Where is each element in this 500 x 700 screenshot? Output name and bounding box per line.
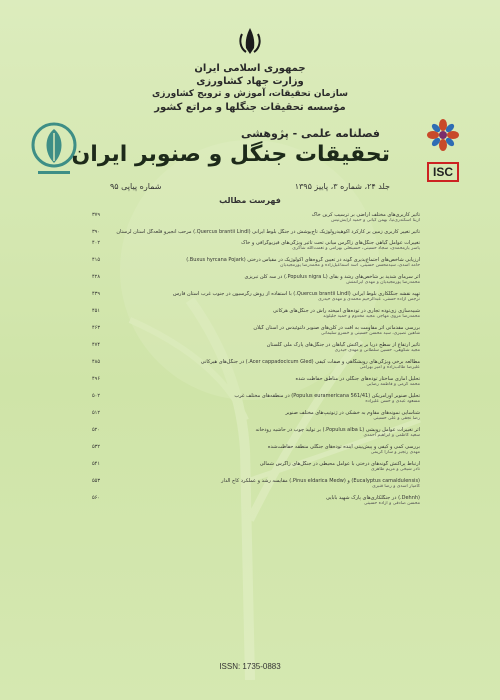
toc-authors: علیرضا طالب‌زاده و امیر بهرامی [359, 365, 420, 370]
toc-item [92, 444, 420, 456]
toc-item [92, 274, 420, 286]
toc-title: شبیه‌سازی زی‌توده تجاری در توده‌های آمیخته راش در جنگل‌های هرکانی [272, 308, 420, 314]
toc-page: ۳۹۰ [92, 229, 101, 235]
header-line-3: سازمان تحقیقات، آموزش و ترویج کشاورزی [152, 89, 348, 99]
toc-page: ۵۴۱ [92, 461, 101, 467]
toc-authors: نادر شیخی و مریم طاهری [371, 467, 420, 472]
toc-title: شناسایی نمونه‌های مقاوم به خشکی در ژنوتیپ‌های مختلف صنوبر [285, 410, 420, 416]
toc-page: ۴۶۳ [92, 325, 101, 331]
toc-page: ۳۷۹ [92, 212, 101, 218]
isc-badge: ISC [427, 162, 459, 182]
toc-item [92, 257, 420, 269]
toc-authors: محمدرضا مروی مهاجر، مجید مخدوم و حمید جلیلوند [323, 314, 420, 319]
toc-title: (Dehnh.) در جنگلکاری‌های پارک شهید بابایی [325, 495, 420, 501]
toc-title-row [92, 229, 420, 235]
toc-authors: مسعود عبدی و حسن علیزاده [365, 399, 420, 404]
toc-page: ۵۱۲ [92, 410, 101, 416]
toc-title: مطالعه برخی ویژگی‌های رویشگاهی و صفات کیفی (Acer cappadocicum Gled.) در جنگل‌های هیرکانی [200, 359, 420, 365]
toc-authors: محمدرضا پورمجیدیان و مهدی ایرانمنش [346, 280, 420, 285]
journal-type: فصلنامه علمی - پژوهشی [241, 127, 380, 140]
toc-title: تحلیل آماری ساختار توده‌های جنگلی در مناطق حفاظت شده [295, 376, 420, 382]
toc-item [92, 212, 420, 224]
toc-title: ارزیابی شاخص‌های اجتماع‌پذیری گونه در تعیین گروه‌های اکولوژیک در مقیاس درختی (Buxus hyrcana Pojark.) [186, 257, 420, 263]
toc-page: ۵۶۰ [92, 495, 101, 501]
issue-line [110, 182, 390, 191]
toc-page: ۴۳۹ [92, 291, 101, 297]
toc-authors: مجید شکوهی، حسین سلطانی و مهدی حیدری [334, 348, 420, 353]
toc-heading: فهرست مطالب [219, 196, 281, 205]
toc-item [92, 427, 420, 439]
toc-page: ۵۰۲ [92, 393, 101, 399]
toc-authors: آزیتا اسکندری‌نیا، بهمن کیانی و حمید آرایش‌نیس [331, 218, 420, 223]
toc-title: تغییرات عوامل گیاهی جنگل‌های زاگرس میانی تحت تأثیر ویژگی‌های فیزیوگرافی و خاک [241, 240, 420, 246]
toc-page: ۵۵۳ [92, 478, 101, 484]
toc-title: بررسی مقدماتی اثر مقاومت به آفت در کلن‌های صنوبر دلتوئیدس در استان گیلان [253, 325, 420, 331]
toc-item [92, 495, 420, 507]
toc-item [92, 291, 420, 303]
toc-item [92, 478, 420, 490]
toc-page: ۴۱۵ [92, 257, 101, 263]
toc-title-row [92, 478, 420, 484]
header-line-2: وزارت جهاد کشاورزی [196, 76, 304, 87]
header [0, 26, 500, 114]
toc-title: اثر تغییرات عوامل رویشی (Populus alba L.) بر تولید چوب در حاشیه رودخانه [255, 427, 420, 433]
isc-flower-logo [426, 118, 460, 152]
table-of-contents [92, 212, 420, 512]
toc-title: ارتباط پراکنش گونه‌های درختی با عوامل محیطی در جنگل‌های زاگرس شمالی [259, 461, 420, 467]
toc-title: تحلیل صنوبر اورامریکن (Populus euramericana 561/41) در منطقه‌های مختلف غرب [234, 393, 420, 399]
toc-authors: مهدی رنجبر و سارا کریمی [370, 450, 420, 455]
toc-authors: محسن صادقی و آزاده حسینی [363, 501, 420, 506]
iran-emblem-icon [237, 26, 263, 56]
volume-issue: جلد ۲۴، شماره ۳، پاییز ۱۳۹۵ [294, 182, 390, 191]
toc-item [92, 359, 420, 371]
toc-item [92, 342, 420, 354]
toc-authors: محمد کرمی و فاطمه رضایی [366, 382, 420, 387]
toc-page: ۵۳۲ [92, 444, 101, 450]
toc-item [92, 461, 420, 473]
toc-item [92, 308, 420, 320]
toc-page: ۴۹۶ [92, 376, 101, 382]
toc-page: ۴۰۲ [92, 240, 101, 246]
toc-page: ۴۵۱ [92, 308, 101, 314]
issn: ISSN: 1735-0883 [219, 662, 281, 671]
isc-logo [414, 118, 472, 188]
toc-title: تأثیر ارتفاع از سطح دریا بر پراکنش گیاهان در جنگل‌های پارک ملی گلستان [266, 342, 420, 348]
header-line-4: مؤسسه تحقیقات جنگلها و مراتع کشور [154, 102, 346, 113]
toc-title: تأثیر تغییر کاربری زمین بر کارکرد اکوهیدرولوژیک تاج‌پوشش در جنگل بلوط ایرانی (Quercus brantii Lindl.) مرحب آنجیرو قلعه‌گل استان لرستان [116, 229, 420, 235]
serial-number: شماره پیاپی ۹۵ [110, 182, 162, 191]
toc-authors: شاهین نصیری، سید محسن حسینی و خسرو سلیمانی [320, 331, 420, 336]
toc-authors: حامد آسدی، سیدمحسن حسینی، اسد اسماعیل‌زاده و محمدرضا پورمجیدیان [280, 263, 420, 268]
toc-item [92, 410, 420, 422]
toc-title-row [92, 410, 420, 416]
toc-page: ۵۲۰ [92, 427, 101, 433]
toc-item [92, 376, 420, 388]
toc-title: تهیه نقشه جنگلکاری بلوط ایرانی (Quercus brantii Lindl.) با استفاده از روش رگرسیون در جنوب غرب استان فارس [172, 291, 420, 297]
toc-title: بررسی کمی و کیفی و پیش‌بینی آینده توده‌های جنگلی منطقه حفاظت‌شده [267, 444, 420, 450]
toc-page: ۴۷۴ [92, 342, 101, 348]
toc-authors: نرجس آزاده حسنی، عبدالرحیم محمدی و مهدی حیدری [318, 297, 420, 302]
toc-authors: کامیار اسدی و رضا قنبری [372, 484, 420, 489]
toc-authors: یاسر یارمحمدی، سجاد حسینی، حسینعلی بهرامی و نعمت‌الله شاکری [292, 246, 420, 251]
toc-item [92, 325, 420, 337]
journal-title: تحقیقات جنگل و صنوبر ایران [71, 142, 390, 167]
toc-title: (Eucalyptus camaldulensis) و (Pinus eldarica Medw.) مقایسه رشد و عملکرد کاج الدار [221, 478, 420, 484]
toc-page: ۴۸۵ [92, 359, 101, 365]
toc-item [92, 393, 420, 405]
toc-authors: رضا نجفی و علی حسینی [373, 416, 420, 421]
toc-item [92, 229, 420, 235]
toc-page: ۴۲۸ [92, 274, 101, 280]
toc-authors: سعید کاظمی و ابراهیم احمدی [363, 433, 420, 438]
toc-title: تأثیر کاربری‌های مختلف اراضی بر ترسیب کربن خاک [311, 212, 420, 218]
toc-title: اثر سرمای شدید بر شاخص‌های رشد و بقای (Populus nigra L.) در سه کلن تبریزی [244, 274, 420, 280]
toc-item [92, 240, 420, 252]
header-line-1: جمهوری اسلامی ایران [194, 63, 306, 74]
